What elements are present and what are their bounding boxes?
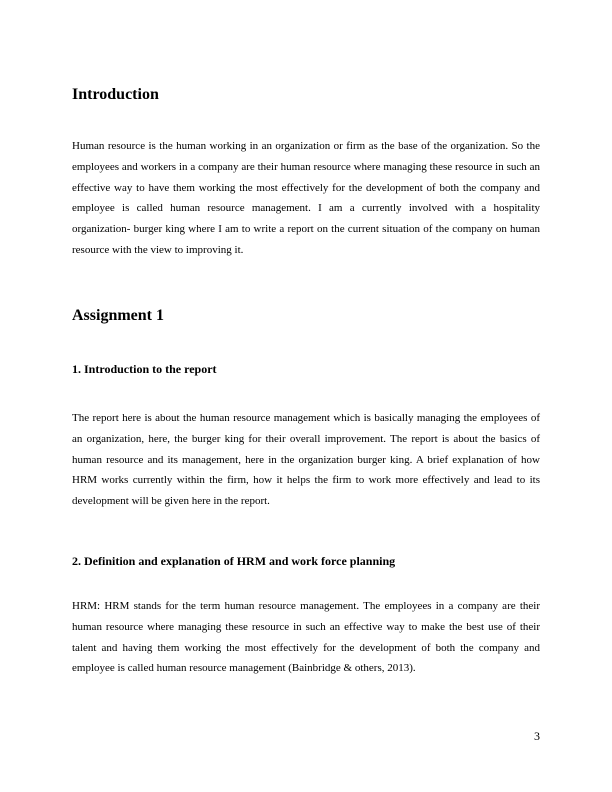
section-1-paragraph: The report here is about the human resource management which is basically managing the employees of an organization, here, the burger king for their overall improvement. The report is about the basics of human resource and its management, here in the organization burger king. A brief explanation of how HRM works currently within the firm, how it helps the firm to work more effectively and lead to its development will be given here in the report. [72,412,540,508]
page-number: 3 [534,729,540,743]
introduction-heading: Introduction [72,86,159,103]
section-1-heading: 1. Introduction to the report [72,362,217,376]
section-2-paragraph: HRM: HRM stands for the term human resource management. The employees in a company are their human resource where managing these resource in such an effective way to make the best use of their talent and having them working the most effectively for the development of both the company and employee is called human resource management (Bainbridge & others, 2013). [72,600,540,675]
introduction-paragraph: Human resource is the human working in an organization or firm as the base of the organization. So the employees and workers in a company are their human resource where managing these resource in such an effective way to have them working the most effectively for the development of both the company and employee is called human resource management. I am a currently involved with a hospitality organization- burger king where I am to write a report on the current situation of the company on human resource with the view to improving it. [72,140,540,256]
section-2-heading: 2. Definition and explanation of HRM and work force planning [72,554,396,568]
assignment-heading: Assignment 1 [72,307,165,324]
